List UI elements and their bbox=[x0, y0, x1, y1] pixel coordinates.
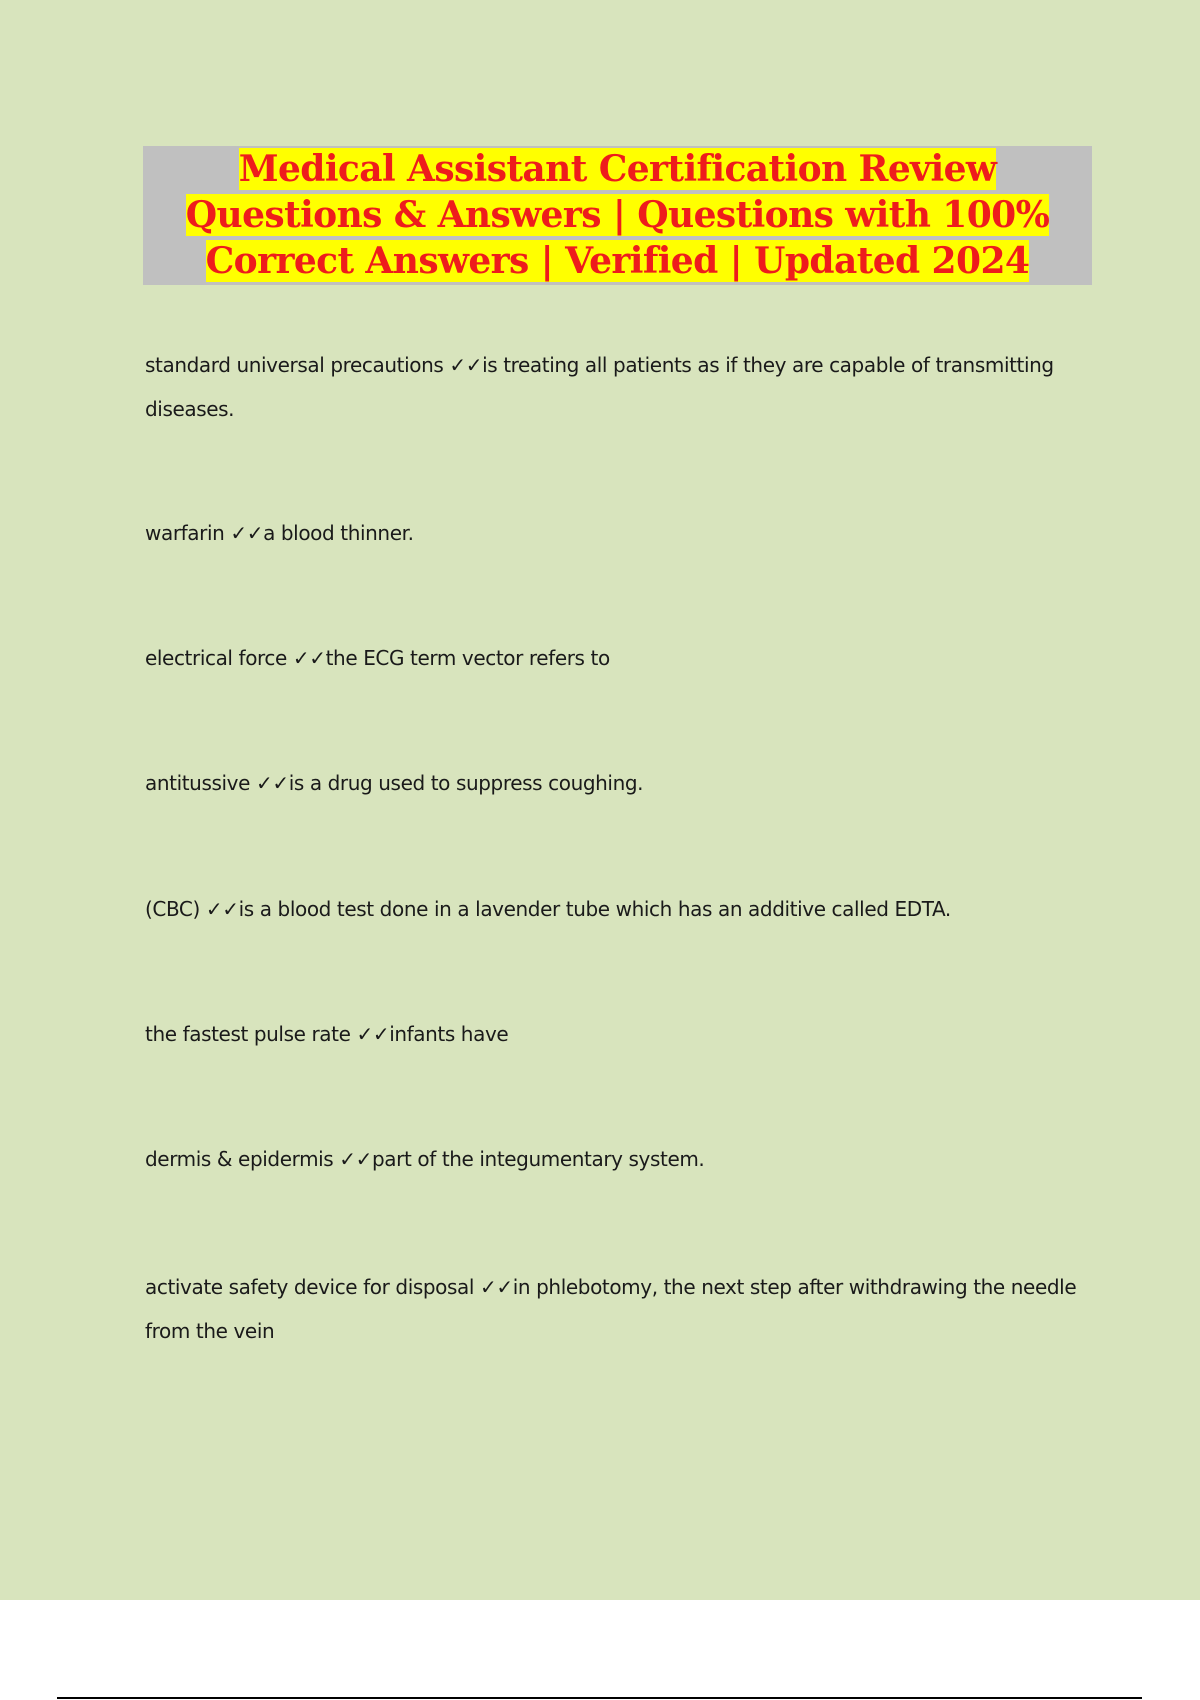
double-check-icon: ✓✓ bbox=[339, 1147, 373, 1171]
qa-entry-2 bbox=[145, 511, 1085, 555]
entry-definition: part of the integumentary system. bbox=[372, 1147, 705, 1171]
qa-entry-4 bbox=[145, 761, 1085, 805]
entry-term: antitussive bbox=[145, 771, 250, 795]
double-check-icon: ✓✓ bbox=[480, 1275, 513, 1299]
qa-entry-3 bbox=[145, 636, 1085, 680]
double-check-icon: ✓✓ bbox=[255, 771, 289, 795]
entry-definition: in phlebotomy, the next step after withdrawing the needle from the vein bbox=[145, 1275, 1077, 1343]
qa-entry-7 bbox=[145, 1137, 1085, 1181]
double-check-icon: ✓✓ bbox=[292, 646, 326, 670]
entry-definition: is a drug used to suppress coughing. bbox=[288, 771, 644, 795]
double-check-icon: ✓✓ bbox=[356, 1022, 390, 1046]
title-banner bbox=[143, 146, 1092, 285]
double-check-icon: ✓✓ bbox=[205, 897, 239, 921]
entry-definition: is a blood test done in a lavender tube which has an additive called EDTA. bbox=[238, 897, 951, 921]
double-check-icon: ✓✓ bbox=[449, 353, 483, 377]
qa-entry-1 bbox=[145, 343, 1085, 431]
entry-term: warfarin bbox=[145, 521, 225, 545]
entry-definition: the ECG term vector refers to bbox=[325, 646, 610, 670]
entry-definition: a blood thinner. bbox=[263, 521, 414, 545]
entry-term: electrical force bbox=[145, 646, 287, 670]
entry-term: (CBC) bbox=[145, 897, 200, 921]
footer-divider bbox=[57, 1697, 1142, 1699]
double-check-icon: ✓✓ bbox=[230, 521, 264, 545]
entry-term: the fastest pulse rate bbox=[145, 1022, 351, 1046]
qa-entry-5 bbox=[145, 887, 1085, 931]
entry-term: standard universal precautions bbox=[145, 353, 444, 377]
entry-term: activate safety device for disposal bbox=[145, 1275, 475, 1299]
entry-term: dermis & epidermis bbox=[145, 1147, 334, 1171]
document-title: Medical Assistant Certification Review Questions & Answers | Questions with 100% Correct Answers | Verified | Updated 2024 bbox=[185, 148, 1050, 282]
qa-entry-6 bbox=[145, 1012, 1085, 1056]
qa-entry-8 bbox=[145, 1265, 1085, 1353]
entry-definition: infants have bbox=[389, 1022, 509, 1046]
entry-definition: is treating all patients as if they are capable of transmitting diseases. bbox=[145, 353, 1054, 421]
